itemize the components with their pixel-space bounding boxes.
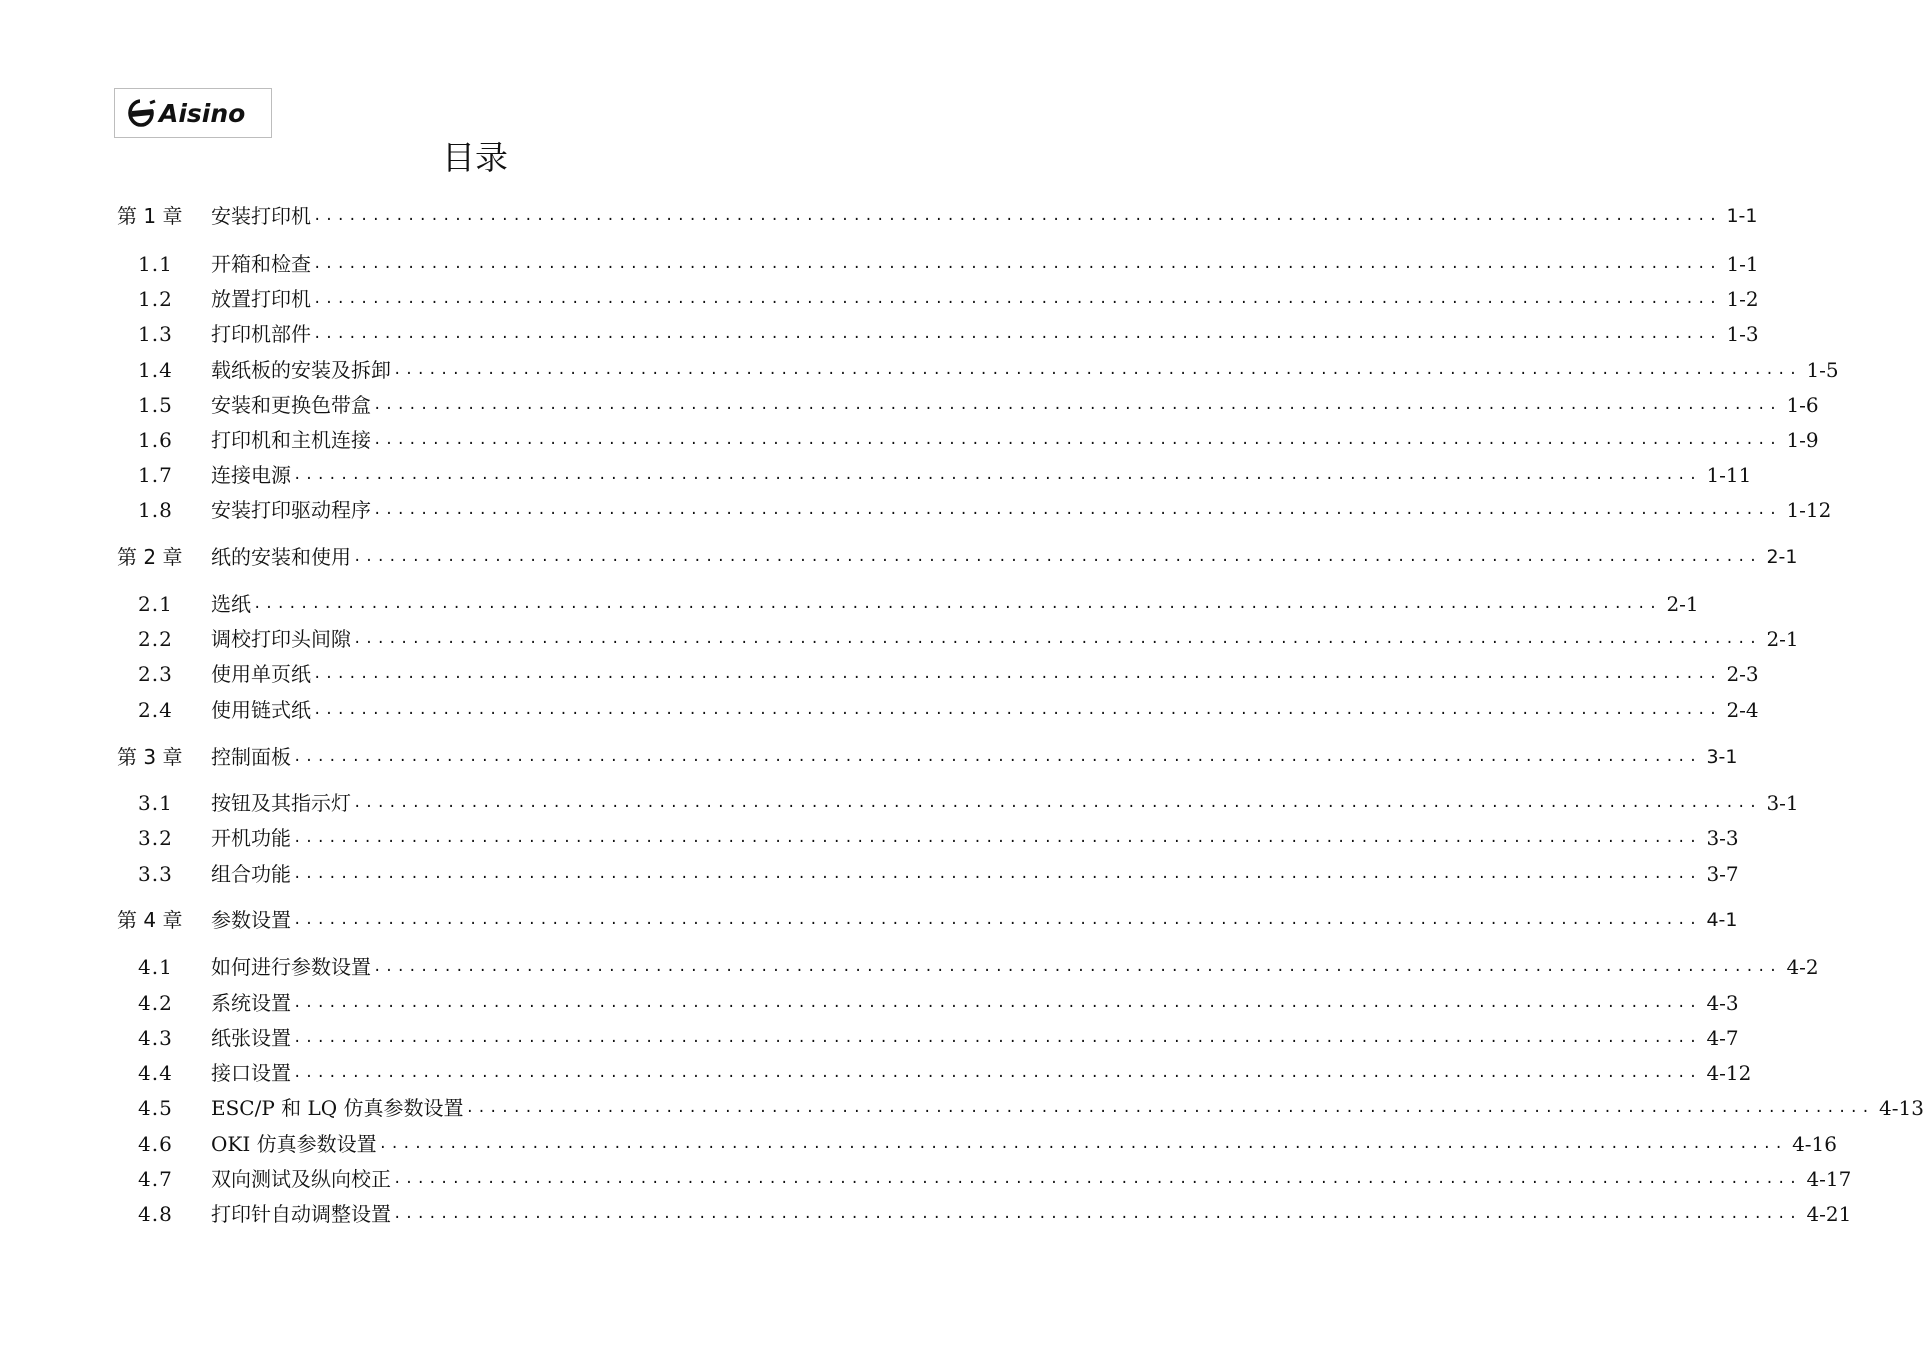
toc-entry-title: 纸张设置 bbox=[211, 1023, 293, 1053]
toc-entry-title: 安装打印机 bbox=[211, 201, 313, 231]
toc-entry-title: 组合功能 bbox=[211, 859, 293, 889]
aisino-logo-mark bbox=[123, 96, 263, 130]
toc-page-number: 4-12 bbox=[1706, 1061, 1752, 1085]
toc-section-row[interactable] bbox=[0, 1129, 1837, 1159]
toc-entry-title: 放置打印机 bbox=[211, 284, 313, 314]
toc-entry-number: 2.2 bbox=[138, 627, 173, 651]
toc-page-number: 2-1 bbox=[1766, 546, 1798, 568]
toc-entry-line bbox=[211, 1164, 1852, 1194]
toc-entry-title: 系统设置 bbox=[211, 988, 293, 1018]
toc-entry-title: 开机功能 bbox=[211, 823, 293, 853]
toc-entry-title: 按钮及其指示灯 bbox=[211, 788, 353, 818]
toc-entry-number: 1.6 bbox=[138, 428, 173, 452]
toc-entry-title: 接口设置 bbox=[211, 1058, 293, 1088]
toc-page-number: 1-1 bbox=[1726, 205, 1758, 227]
toc-entry-line bbox=[211, 1129, 1837, 1159]
toc-entry-line bbox=[211, 742, 1738, 772]
toc-entry-line bbox=[211, 249, 1759, 279]
toc-dot-leader: ........................................................................................................................ bbox=[253, 596, 1661, 612]
toc-entry-title: OKI 仿真参数设置 bbox=[211, 1129, 379, 1159]
toc-entry-number: 3.1 bbox=[138, 791, 173, 815]
toc-entry-number: 2.4 bbox=[138, 698, 173, 722]
toc-entry-line bbox=[211, 1058, 1752, 1088]
toc-entry-title: 参数设置 bbox=[211, 905, 293, 935]
toc-dot-leader: ........................................................................................................................ bbox=[373, 959, 1781, 975]
toc-entry-line bbox=[211, 952, 1819, 982]
toc-section-row[interactable] bbox=[0, 1058, 1752, 1088]
toc-entry-line bbox=[211, 788, 1799, 818]
toc-section-row[interactable] bbox=[0, 1093, 1924, 1123]
toc-section-row[interactable] bbox=[0, 355, 1839, 385]
toc-entry-line bbox=[211, 284, 1759, 314]
toc-entry-number: 2.1 bbox=[138, 592, 173, 616]
toc-page-number: 3-3 bbox=[1706, 826, 1739, 850]
aisino-logo bbox=[114, 88, 272, 138]
toc-page-number: 1-9 bbox=[1786, 428, 1819, 452]
toc-entry-number: 3.2 bbox=[138, 826, 173, 850]
toc-dot-leader: ........................................................................................................................ bbox=[313, 702, 1721, 718]
toc-entry-number: 4.3 bbox=[138, 1026, 173, 1050]
toc-entry-line bbox=[211, 460, 1752, 490]
toc-entry-title: 使用链式纸 bbox=[211, 695, 313, 725]
toc-dot-leader: ........................................................................................................................ bbox=[313, 291, 1721, 307]
aisino-logo-wordmark: Aisino bbox=[159, 99, 246, 128]
toc-dot-leader: ........................................................................................................................ bbox=[393, 1171, 1801, 1187]
toc-page-number: 4-16 bbox=[1792, 1132, 1837, 1156]
toc-entry-line bbox=[211, 1199, 1852, 1229]
toc-section-row[interactable] bbox=[0, 823, 1739, 853]
toc-page-number: 1-3 bbox=[1726, 322, 1759, 346]
toc-entry-number: 2.3 bbox=[138, 662, 173, 686]
toc-dot-leader: ........................................................................................................................ bbox=[353, 549, 1761, 565]
toc-entry-title: 载纸板的安装及拆卸 bbox=[211, 355, 393, 385]
toc-page-number: 2-1 bbox=[1766, 627, 1799, 651]
toc-chapter-row[interactable] bbox=[0, 905, 1738, 935]
toc-section-row[interactable] bbox=[0, 859, 1739, 889]
toc-dot-leader: ........................................................................................................................ bbox=[353, 795, 1761, 811]
toc-page-number: 1-11 bbox=[1706, 463, 1752, 487]
toc-entry-title: 调校打印头间隙 bbox=[211, 624, 353, 654]
toc-entry-line bbox=[211, 1023, 1739, 1053]
toc-section-row[interactable] bbox=[0, 952, 1819, 982]
toc-dot-leader: ........................................................................................................................ bbox=[293, 467, 1701, 483]
toc-entry-line bbox=[211, 425, 1819, 455]
toc-section-row[interactable] bbox=[0, 589, 1699, 619]
toc-entry-line bbox=[211, 495, 1832, 525]
toc-dot-leader: ........................................................................................................................ bbox=[293, 830, 1701, 846]
toc-entry-number: 4.5 bbox=[138, 1096, 173, 1120]
toc-entry-line bbox=[211, 859, 1739, 889]
toc-entry-line bbox=[211, 905, 1738, 935]
toc-chapter-row[interactable] bbox=[0, 742, 1738, 772]
toc-entry-title: 开箱和检查 bbox=[211, 249, 313, 279]
toc-section-row[interactable] bbox=[0, 1164, 1852, 1194]
toc-dot-leader: ........................................................................................................................ bbox=[353, 631, 1761, 647]
toc-dot-leader: ........................................................................................................................ bbox=[293, 866, 1701, 882]
toc-section-row[interactable] bbox=[0, 460, 1752, 490]
toc-page-number: 4-7 bbox=[1706, 1026, 1739, 1050]
toc-entry-number: 第 1 章 bbox=[117, 204, 183, 228]
toc-entry-number: 4.7 bbox=[138, 1167, 173, 1191]
toc-chapter-row[interactable] bbox=[0, 201, 1758, 231]
toc-entry-line bbox=[211, 542, 1798, 572]
toc-entry-title: 控制面板 bbox=[211, 742, 293, 772]
toc-page-number: 1-1 bbox=[1726, 252, 1759, 276]
toc-section-row[interactable] bbox=[0, 659, 1759, 689]
toc-page-number: 4-21 bbox=[1806, 1202, 1852, 1226]
toc-section-row[interactable] bbox=[0, 390, 1819, 420]
toc-dot-leader: ........................................................................................................................ bbox=[293, 1030, 1701, 1046]
toc-page-number: 1-5 bbox=[1806, 358, 1839, 382]
toc-page-number: 4-1 bbox=[1706, 909, 1738, 931]
toc-dot-leader: ........................................................................................................................ bbox=[293, 749, 1701, 765]
toc-dot-leader: ........................................................................................................................ bbox=[313, 326, 1721, 342]
toc-page-number: 4-2 bbox=[1786, 955, 1819, 979]
toc-section-row[interactable] bbox=[0, 1199, 1852, 1229]
toc-entry-number: 3.3 bbox=[138, 862, 173, 886]
toc-page-number: 4-13 bbox=[1879, 1096, 1924, 1120]
toc-section-row[interactable] bbox=[0, 695, 1759, 725]
toc-dot-leader: ........................................................................................................................ bbox=[313, 208, 1721, 224]
toc-dot-leader: ........................................................................................................................ bbox=[293, 912, 1701, 928]
toc-page-number: 2-3 bbox=[1726, 662, 1759, 686]
toc-entry-line bbox=[211, 988, 1739, 1018]
toc-page-number: 2-4 bbox=[1726, 698, 1759, 722]
toc-entry-title: 选纸 bbox=[211, 589, 253, 619]
toc-entry-title: ESC/P 和 LQ 仿真参数设置 bbox=[211, 1093, 466, 1123]
toc-entry-line bbox=[211, 823, 1739, 853]
toc-section-row[interactable] bbox=[0, 624, 1799, 654]
toc-page-number: 2-1 bbox=[1666, 592, 1699, 616]
toc-entry-number: 1.5 bbox=[138, 393, 173, 417]
toc-page-number: 4-3 bbox=[1706, 991, 1739, 1015]
toc-section-row[interactable] bbox=[0, 788, 1799, 818]
toc-entry-number: 1.7 bbox=[138, 463, 173, 487]
toc-entry-number: 1.8 bbox=[138, 498, 173, 522]
toc-section-row[interactable] bbox=[0, 249, 1759, 279]
toc-dot-leader: ........................................................................................................................ bbox=[293, 1065, 1701, 1081]
toc-section-row[interactable] bbox=[0, 425, 1819, 455]
toc-dot-leader: ........................................................................................................................ bbox=[378, 1136, 1787, 1152]
toc-page-number: 3-1 bbox=[1766, 791, 1799, 815]
toc-entry-title: 使用单页纸 bbox=[211, 659, 313, 689]
toc-page-number: 1-6 bbox=[1786, 393, 1819, 417]
toc-dot-leader: ........................................................................................................................ bbox=[313, 256, 1721, 272]
toc-dot-leader: ........................................................................................................................ bbox=[373, 502, 1781, 518]
toc-entry-title: 连接电源 bbox=[211, 460, 293, 490]
toc-section-row[interactable] bbox=[0, 319, 1759, 349]
toc-entry-number: 1.4 bbox=[138, 358, 173, 382]
toc-entry-number: 4.6 bbox=[138, 1132, 173, 1156]
toc-section-row[interactable] bbox=[0, 988, 1739, 1018]
page-title: 目录 bbox=[442, 138, 508, 177]
toc-section-row[interactable] bbox=[0, 284, 1759, 314]
aisino-logo-emblem bbox=[130, 99, 155, 125]
toc-entry-title: 安装打印驱动程序 bbox=[211, 495, 373, 525]
toc-entry-line bbox=[211, 355, 1839, 385]
toc-entry-number: 1.3 bbox=[138, 322, 173, 346]
toc-entry-number: 4.8 bbox=[138, 1202, 173, 1226]
toc-entry-line bbox=[211, 695, 1759, 725]
toc-entry-title: 安装和更换色带盒 bbox=[211, 390, 373, 420]
toc-entry-line bbox=[211, 1093, 1924, 1123]
toc-entry-number: 4.1 bbox=[138, 955, 173, 979]
toc-section-row[interactable] bbox=[0, 1023, 1739, 1053]
toc-entry-number: 1.2 bbox=[138, 287, 173, 311]
toc-entry-title: 打印机和主机连接 bbox=[211, 425, 373, 455]
toc-entry-number: 第 4 章 bbox=[117, 908, 183, 932]
toc-entry-line bbox=[211, 589, 1699, 619]
toc-entry-number: 1.1 bbox=[138, 252, 173, 276]
toc-entry-number: 4.4 bbox=[138, 1061, 173, 1085]
toc-dot-leader: ........................................................................................................................ bbox=[373, 397, 1781, 413]
toc-dot-leader: ........................................................................................................................ bbox=[373, 432, 1781, 448]
toc-entry-number: 4.2 bbox=[138, 991, 173, 1015]
toc-page-number: 4-17 bbox=[1806, 1167, 1852, 1191]
toc-section-row[interactable] bbox=[0, 495, 1832, 525]
toc-entry-title: 双向测试及纵向校正 bbox=[211, 1164, 393, 1194]
toc-entry-line bbox=[211, 659, 1759, 689]
toc-entry-number: 第 3 章 bbox=[117, 745, 183, 769]
toc-entry-title: 打印机部件 bbox=[211, 319, 313, 349]
toc-entry-line bbox=[211, 319, 1759, 349]
toc-dot-leader: ........................................................................................................................ bbox=[293, 995, 1701, 1011]
toc-entry-line bbox=[211, 624, 1799, 654]
toc-chapter-row[interactable] bbox=[0, 542, 1798, 572]
toc-dot-leader: ........................................................................................................................ bbox=[393, 362, 1801, 378]
toc-entry-title: 纸的安装和使用 bbox=[211, 542, 353, 572]
toc-page-number: 3-7 bbox=[1706, 862, 1739, 886]
toc-dot-leader: ........................................................................................................................ bbox=[313, 666, 1721, 682]
toc-page-number: 3-1 bbox=[1706, 746, 1738, 768]
toc-entry-number: 第 2 章 bbox=[117, 545, 183, 569]
toc-page-number: 1-2 bbox=[1726, 287, 1759, 311]
toc-entry-title: 打印针自动调整设置 bbox=[211, 1199, 393, 1229]
toc-entry-line bbox=[211, 201, 1758, 231]
toc-dot-leader: ........................................................................................................................ bbox=[393, 1206, 1801, 1222]
toc-page-number: 1-12 bbox=[1786, 498, 1832, 522]
toc-entry-title: 如何进行参数设置 bbox=[211, 952, 373, 982]
toc-entry-line bbox=[211, 390, 1819, 420]
toc-dot-leader: ........................................................................................................................ bbox=[465, 1100, 1874, 1116]
